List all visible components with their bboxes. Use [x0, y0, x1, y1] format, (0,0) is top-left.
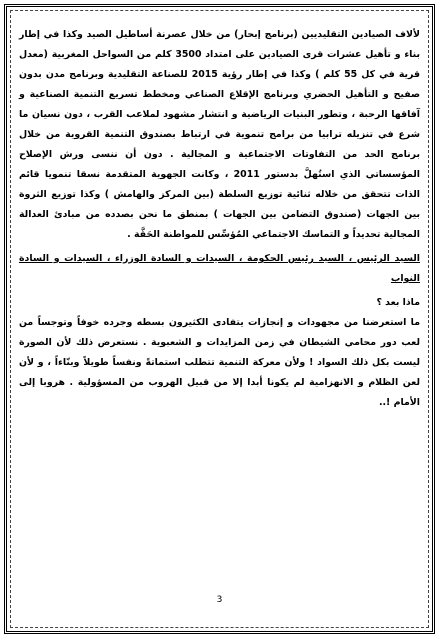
document-body	[19, 25, 420, 413]
page-number: 3	[216, 595, 223, 605]
address-line: السيد الرئيس ، السيد رئيس الحكومة ، السيدات و السادة الوزراء ، السيدات و السادة النواب	[19, 253, 420, 284]
section-heading: ماذا بعد ؟	[376, 297, 420, 308]
page-border	[4, 4, 435, 634]
body-paragraph-2: ما استعرضنا من مجهودات و إنجازات يتفادى الكثيرون بسطه وجرده خوفاً وتوجساً من لعب دور محامي الشيطان في زمن المزايدات و الشعبوية . نستعرض ذلك لأن الصورة ليست بكل ذلك السواد ! ولأن معركة التنمية تتطلب استماتةً ونفساً طويلاً وبنّاءاً ، و لأن لعن الظلام و الانهزامية لم يكونا أبدا إلا من قبيل الهروب من المسؤولية . هروبا إلى الأمام !..	[19, 317, 420, 408]
body-paragraph-1: لألاف الصيادين التقليديين (برنامج إبحار) من خلال عصرنة أساطيل الصيد وكذا في إطار بناء و تأهيل عشرات قرى الصيادين على امتداد 3500 كلم من السواحل المغربية (معدل قرية في كل 55 كلم ) وكذا في إطار رؤية 2015 للصناعة التقليدية وبرنامج مدن بدون صفيح و التأهيل الحضري وبرنامج الإقلاع الصناعي ومخطط تسريع التنمية الصناعية و آفاقها الرحبة ، وتطور البنيات الرياضية و انتشار مشهود لملاعب القرب ، دون نسيان ما شرع في تنزيله ترابيا من برامج تنموية في ارتباط بصندوق التنمية القروية من خلال برنامج الحد من التفاوتات الاجتماعية و المجالية . دون أن ننسى ورش الإصلاح المؤسساتي الذي استُهلَّ بدستور 2011 ، وكانت الجهوية المتقدمة نسقا تنمويا قائم الذات تتحقق من خلاله ثنائية توزيع السلطة (بين المركز والهامش ) وكذا توزيع الثروة بين الجهات (صندوق التضامن بين الجهات ) بمنطق ما نحن بصدده من مبادئ العدالة المجالية تحديداً و التماسك الاجتماعي المُؤسِّس للمواطنة الحَقَّة .	[19, 29, 420, 240]
